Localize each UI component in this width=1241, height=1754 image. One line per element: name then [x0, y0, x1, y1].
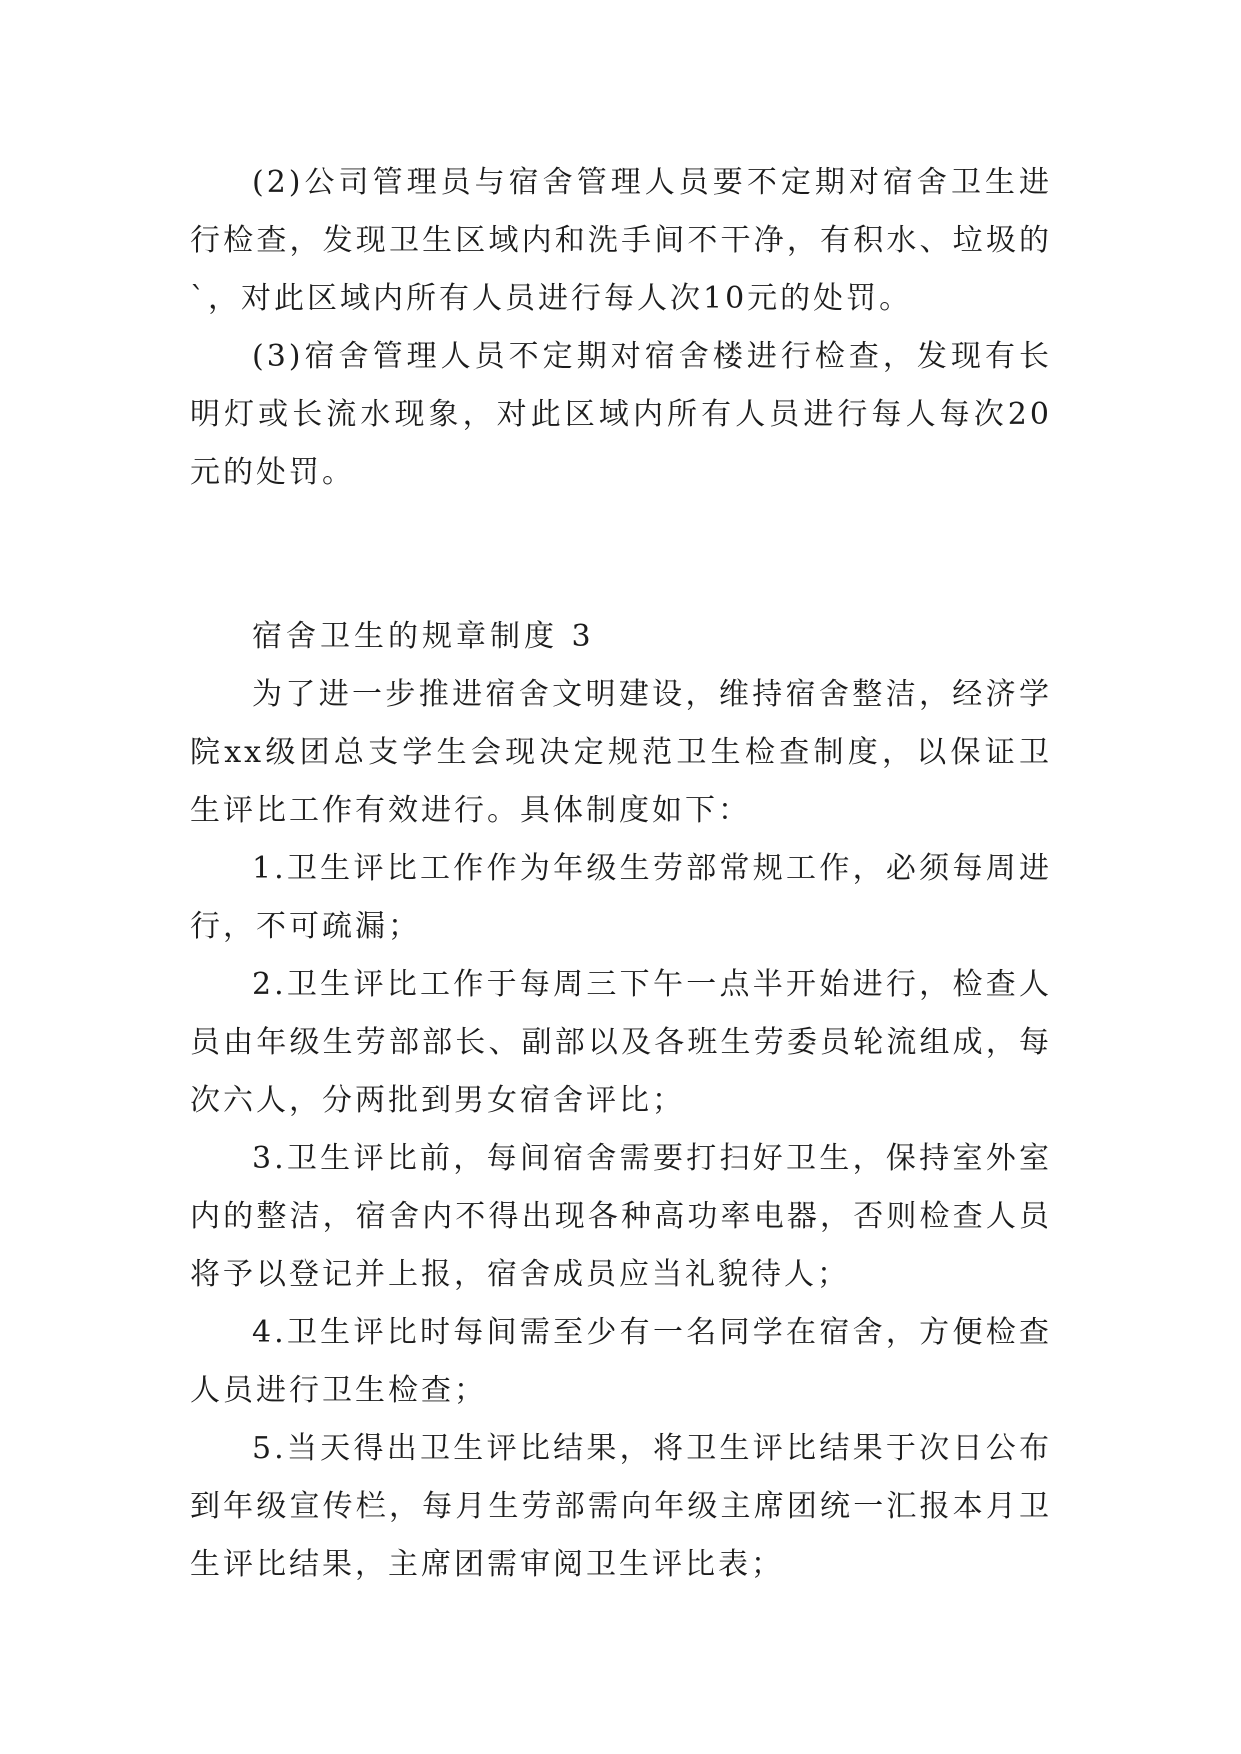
rule-item-5: 5.当天得出卫生评比结果，将卫生评比结果于次日公布到年级宣传栏，每月生劳部需向年级主席团统一汇报本月卫生评比结果，主席团需审阅卫生评比表；: [190, 1431, 1052, 1582]
document-body: [190, 154, 1052, 1594]
rule-item-4: 4.卫生评比时每间需至少有一名同学在宿舍，方便检查人员进行卫生检查；: [190, 1315, 1052, 1408]
rule-item-3: 3.卫生评比前，每间宿舍需要打扫好卫生，保持室外室内的整洁，宿舍内不得出现各种高功率电器，否则检查人员将予以登记并上报，宿舍成员应当礼貌待人；: [190, 1141, 1052, 1292]
section-title: 宿舍卫生的规章制度 3: [252, 619, 595, 654]
paragraph-rule-3: (3)宿舍管理人员不定期对宿舍楼进行检查，发现有长明灯或长流水现象，对此区域内所有人员进行每人每次20元的处罚。: [190, 339, 1052, 490]
rule-item-1: 1.卫生评比工作作为年级生劳部常规工作，必须每周进行，不可疏漏；: [190, 851, 1052, 944]
intro-paragraph: 为了进一步推进宿舍文明建设，维持宿舍整洁，经济学院xx级团总支学生会现决定规范卫生检查制度，以保证卫生评比工作有效进行。具体制度如下：: [190, 677, 1052, 828]
rule-item-2: 2.卫生评比工作于每周三下午一点半开始进行，检查人员由年级生劳部部长、副部以及各班生劳委员轮流组成，每次六人，分两批到男女宿舍评比；: [190, 967, 1052, 1118]
paragraph-rule-2: (2)公司管理员与宿舍管理人员要不定期对宿舍卫生进行检查，发现卫生区域内和洗手间不干净，有积水、垃圾的`，对此区域内所有人员进行每人次10元的处罚。: [190, 165, 1052, 316]
